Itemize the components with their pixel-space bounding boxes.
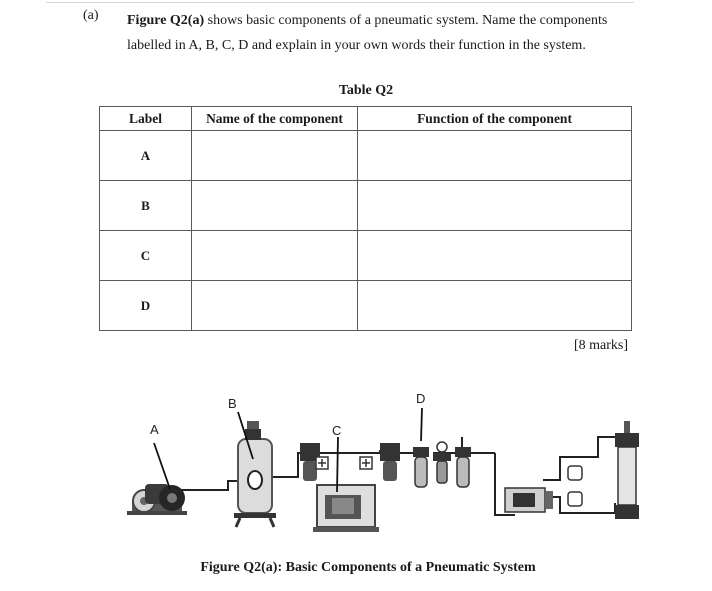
figure-reference: Figure Q2(a) (127, 13, 205, 28)
flow-control-valve-2 (568, 492, 582, 506)
row-name-cell[interactable] (192, 281, 358, 331)
question-part-label: (a) (83, 8, 99, 23)
figure-label-a: A (150, 422, 159, 437)
marks-allocation: [8 marks] (574, 338, 629, 353)
figure-label-b: B (228, 396, 237, 411)
frl-unit (413, 442, 471, 487)
row-function-cell[interactable] (358, 231, 632, 281)
line-valve-2 (360, 457, 372, 469)
table-header-row (100, 107, 632, 131)
row-label: D (100, 281, 192, 331)
top-divider (46, 2, 634, 3)
flow-control-valve-1 (568, 466, 582, 480)
figure-caption: Figure Q2(a): Basic Components of a Pneumatic System (200, 560, 536, 575)
row-function-cell[interactable] (358, 281, 632, 331)
header-name: Name of the component (192, 107, 358, 131)
pneumatic-cylinder (615, 421, 639, 519)
header-function: Function of the component (358, 107, 632, 131)
table-row (100, 131, 632, 181)
question-text (127, 8, 647, 58)
table-title: Table Q2 (338, 83, 394, 98)
figure-label-d: D (416, 391, 426, 406)
pneumatic-system-diagram (110, 385, 650, 545)
answer-table (99, 106, 632, 331)
dryer-unit (313, 485, 379, 532)
table-row (100, 181, 632, 231)
compressor-unit (127, 484, 187, 515)
row-label: C (100, 231, 192, 281)
row-function-cell[interactable] (358, 181, 632, 231)
question-body: shows basic components of a pneumatic system. Name the components labelled in A, B, C, D and explain in your own words their function in the system. (127, 13, 608, 53)
header-label: Label (100, 107, 192, 131)
row-label: B (100, 181, 192, 231)
directional-valve (505, 488, 553, 512)
row-name-cell[interactable] (192, 131, 358, 181)
line-valve-1 (316, 457, 328, 469)
row-function-cell[interactable] (358, 131, 632, 181)
table-row (100, 281, 632, 331)
row-label: A (100, 131, 192, 181)
row-name-cell[interactable] (192, 231, 358, 281)
table-row (100, 231, 632, 281)
row-name-cell[interactable] (192, 181, 358, 231)
receiver-tank (234, 421, 276, 527)
figure-label-c: C (332, 423, 342, 438)
inline-filter-2 (380, 443, 400, 481)
